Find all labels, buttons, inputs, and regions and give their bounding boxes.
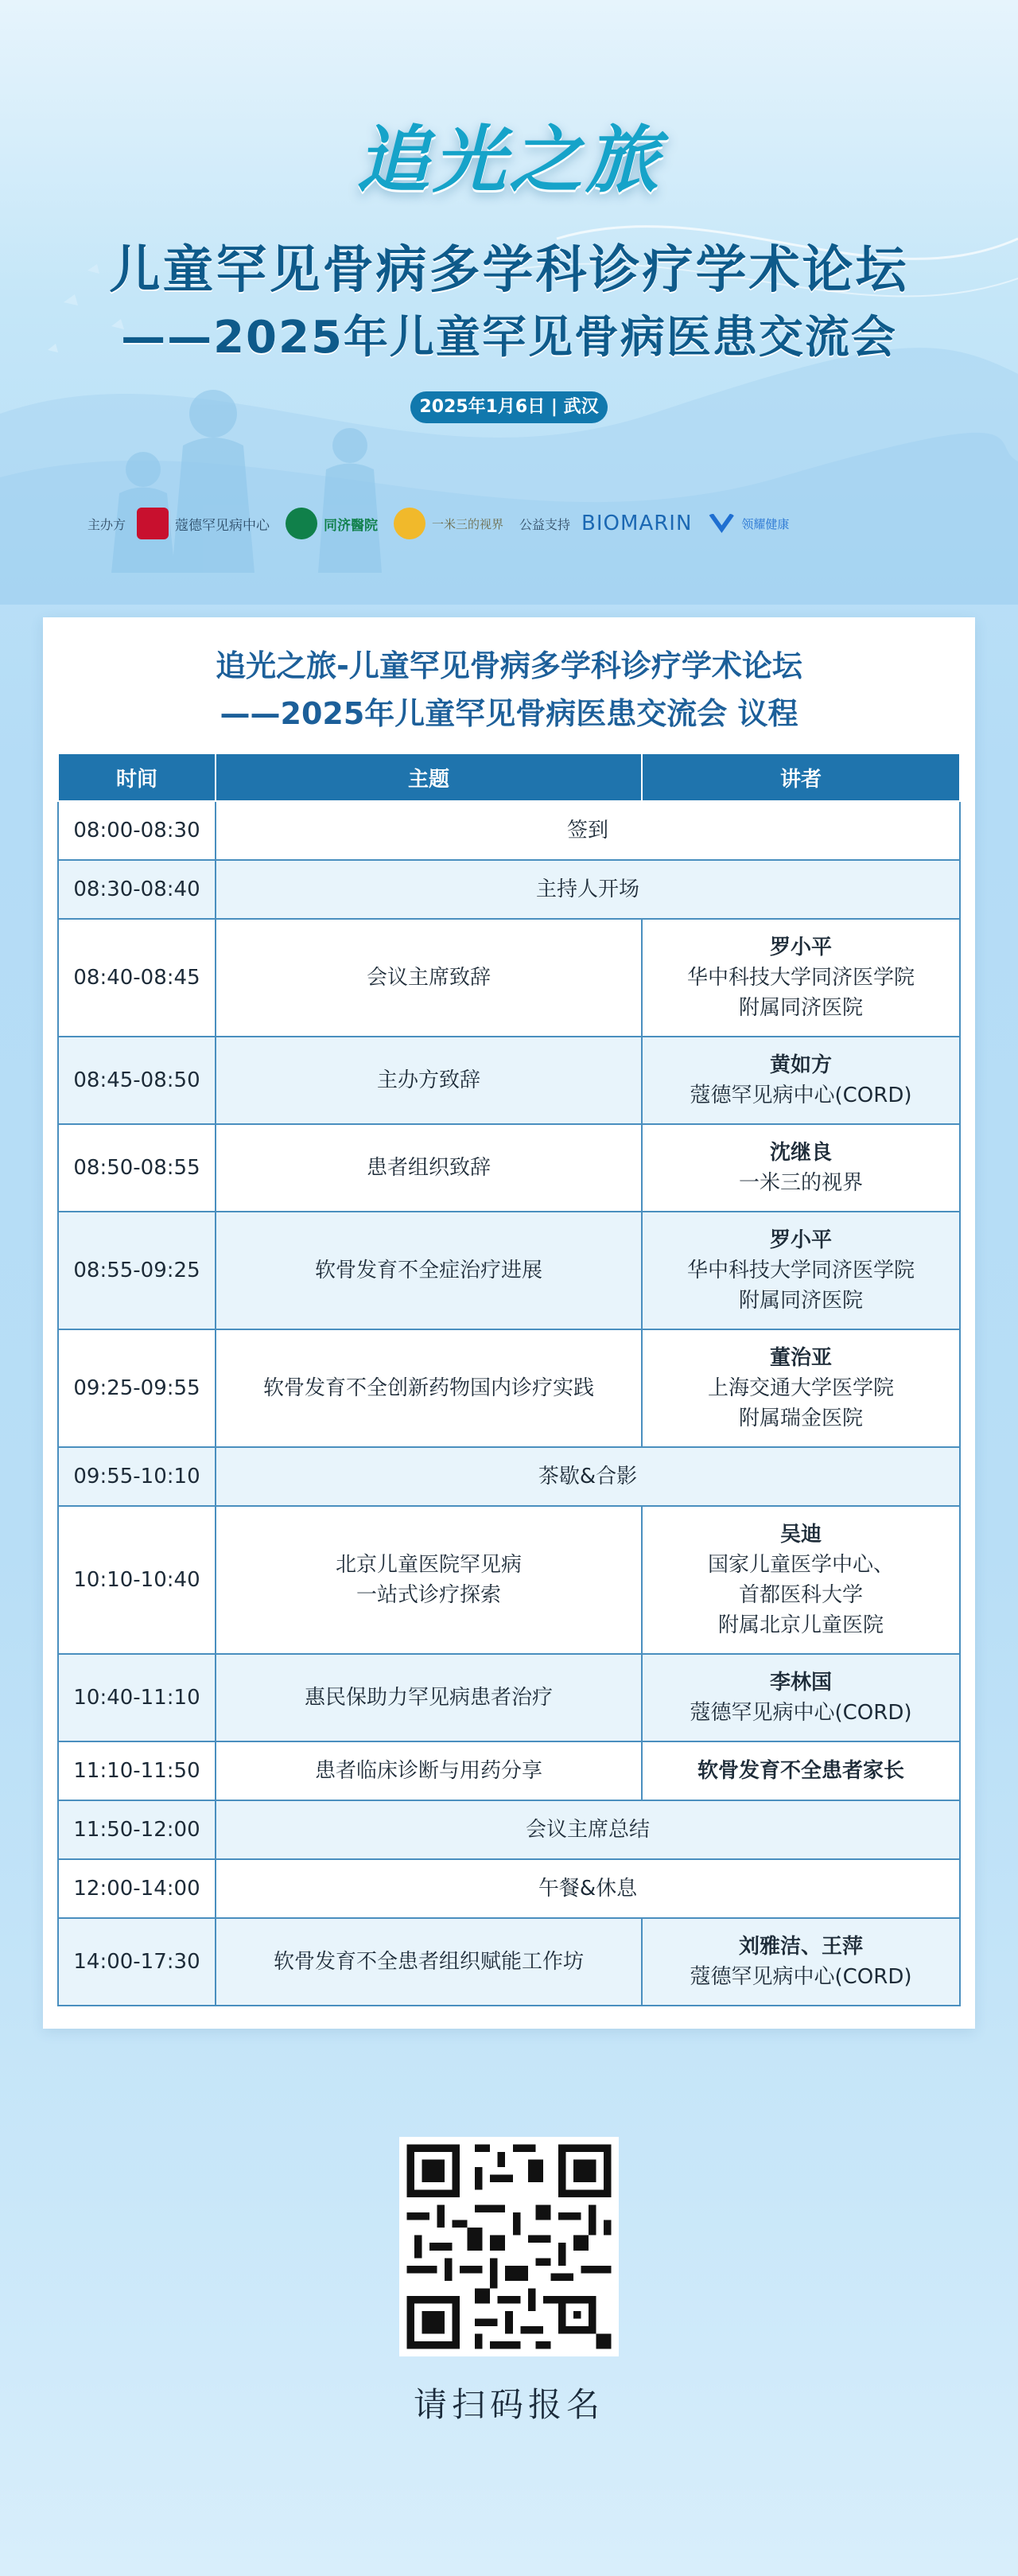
topic-cell: 主持人开场: [216, 860, 960, 919]
table-row: [58, 1918, 960, 2006]
time-cell: 08:00-08:30: [58, 801, 216, 860]
time-cell: 10:10-10:40: [58, 1506, 216, 1654]
topic-cell: 茶歇&合影: [216, 1447, 960, 1506]
speaker-name: 沈继良: [769, 1141, 832, 1165]
time-cell: 08:50-08:55: [58, 1124, 216, 1212]
speaker-affiliation: 蔻德罕见病中心(CORD): [690, 1965, 912, 1989]
time-cell: 09:25-09:55: [58, 1329, 216, 1447]
speaker-affiliation: 一米三的视界: [738, 1171, 863, 1195]
table-row: [58, 1329, 960, 1447]
time-cell: 09:55-10:10: [58, 1447, 216, 1506]
sponsor-tongji: 同济醫院: [286, 508, 378, 539]
time-cell: 08:55-09:25: [58, 1212, 216, 1329]
time-cell: 10:40-11:10: [58, 1654, 216, 1741]
host-label: 主办方: [87, 516, 126, 532]
support-label: 公益支持: [519, 516, 571, 532]
table-row: [58, 1800, 960, 1859]
topic-cell: 软骨发育不全患者组织赋能工作坊: [216, 1918, 642, 2006]
table-row: [58, 1447, 960, 1506]
speaker-affiliation: 华中科技大学同济医学院: [686, 1259, 915, 1282]
time-cell: 14:00-17:30: [58, 1918, 216, 2006]
speaker-affiliation: 华中科技大学同济医学院: [686, 966, 915, 990]
event-subtitle: ——2025年儿童罕见骨病医患交流会: [121, 312, 897, 364]
speaker-affiliation: 附属同济医院: [738, 1289, 863, 1313]
speaker-name: 罗小平: [769, 936, 832, 959]
topic-cell: 主办方致辞: [216, 1037, 642, 1124]
time-cell: 11:10-11:50: [58, 1741, 216, 1800]
topic-line: 一站式诊疗探索: [356, 1583, 501, 1607]
agenda-card: [43, 617, 975, 2029]
topic-cell: 签到: [216, 801, 960, 860]
speaker-affiliation: 蔻德罕见病中心(CORD): [690, 1084, 912, 1107]
table-row: [58, 1124, 960, 1212]
speaker-cell: [642, 1124, 960, 1212]
speaker-name: 吴迪: [779, 1523, 822, 1547]
table-row: [58, 919, 960, 1037]
column-header-time: 时间: [58, 753, 216, 801]
speaker-cell: [642, 919, 960, 1037]
speaker-affiliation: 附属瑞金医院: [738, 1407, 863, 1430]
speaker-name: 黄如方: [769, 1053, 832, 1077]
event-title: 儿童罕见骨病多学科诊疗学术论坛: [109, 241, 909, 300]
speaker-cell: [642, 1037, 960, 1124]
agenda-title: 追光之旅-儿童罕见骨病多学科诊疗学术论坛: [216, 648, 802, 683]
speaker-name: 刘雅洁、王萍: [738, 1935, 863, 1959]
table-row: [58, 1654, 960, 1741]
speaker-cell: [642, 1329, 960, 1447]
time-cell: 08:40-08:45: [58, 919, 216, 1037]
speaker-affiliation: 首都医科大学: [738, 1583, 863, 1607]
table-row: [58, 860, 960, 919]
speaker-name: 罗小平: [769, 1228, 832, 1252]
link-health-logo-icon: [708, 514, 735, 533]
time-cell: 08:30-08:40: [58, 860, 216, 919]
table-header-row: [58, 753, 960, 801]
qr-code-icon[interactable]: [399, 2137, 619, 2356]
agenda-table: [57, 753, 961, 2006]
column-header-speaker: 讲者: [642, 753, 960, 801]
sponsor-link-health: 领耀健康: [708, 514, 789, 533]
topic-cell: [216, 1506, 642, 1654]
time-cell: 11:50-12:00: [58, 1800, 216, 1859]
speaker-affiliation: 附属同济医院: [738, 996, 863, 1020]
speaker-affiliation: 国家儿童医学中心、: [707, 1553, 894, 1577]
column-header-topic: 主题: [216, 753, 642, 801]
agenda-subtitle: ——2025年儿童罕见骨病医患交流会 议程: [220, 696, 798, 731]
topic-cell: 午餐&休息: [216, 1859, 960, 1918]
time-cell: 12:00-14:00: [58, 1859, 216, 1918]
speaker-cell: 软骨发育不全患者家长: [642, 1741, 960, 1800]
qr-caption: 请扫码报名: [413, 2385, 604, 2424]
table-row: [58, 1506, 960, 1654]
table-row: [58, 801, 960, 860]
time-cell: 08:45-08:50: [58, 1037, 216, 1124]
topic-cell: 患者临床诊断与用药分享: [216, 1741, 642, 1800]
table-row: [58, 1859, 960, 1918]
topic-cell: 软骨发育不全症治疗进展: [216, 1212, 642, 1329]
speaker-affiliation: 上海交通大学医学院: [707, 1376, 894, 1400]
sponsor-bar: [87, 500, 946, 547]
sponsor-cord: 蔻德罕见病中心: [137, 508, 270, 539]
speaker-name: 李林国: [769, 1671, 832, 1695]
sponsor-yimi: 一米三的视界: [394, 508, 503, 539]
brand-logo: 追光之旅: [356, 118, 662, 203]
speaker-cell: [642, 1918, 960, 2006]
topic-cell: 软骨发育不全创新药物国内诊疗实践: [216, 1329, 642, 1447]
table-row: [58, 1212, 960, 1329]
speaker-cell: [642, 1654, 960, 1741]
sponsor-biomarin: BIOMARIN: [581, 512, 693, 535]
speaker-affiliation: 蔻德罕见病中心(CORD): [690, 1701, 912, 1725]
table-row: [58, 1037, 960, 1124]
topic-cell: 会议主席总结: [216, 1800, 960, 1859]
topic-line: 北京儿童医院罕见病: [335, 1553, 522, 1577]
speaker-affiliation: 附属北京儿童医院: [717, 1613, 884, 1637]
cord-logo-icon: [137, 508, 169, 539]
speaker-cell: [642, 1212, 960, 1329]
topic-cell: 患者组织致辞: [216, 1124, 642, 1212]
topic-cell: 惠民保助力罕见病患者治疗: [216, 1654, 642, 1741]
date-location-badge: 2025年1月6日 | 武汉: [410, 391, 608, 423]
hero-banner: [0, 0, 1018, 605]
yimi-logo-icon: [394, 508, 425, 539]
speaker-name: 董治亚: [769, 1346, 832, 1370]
tongji-logo-icon: [286, 508, 317, 539]
topic-cell: 会议主席致辞: [216, 919, 642, 1037]
table-row: [58, 1741, 960, 1800]
speaker-cell: [642, 1506, 960, 1654]
